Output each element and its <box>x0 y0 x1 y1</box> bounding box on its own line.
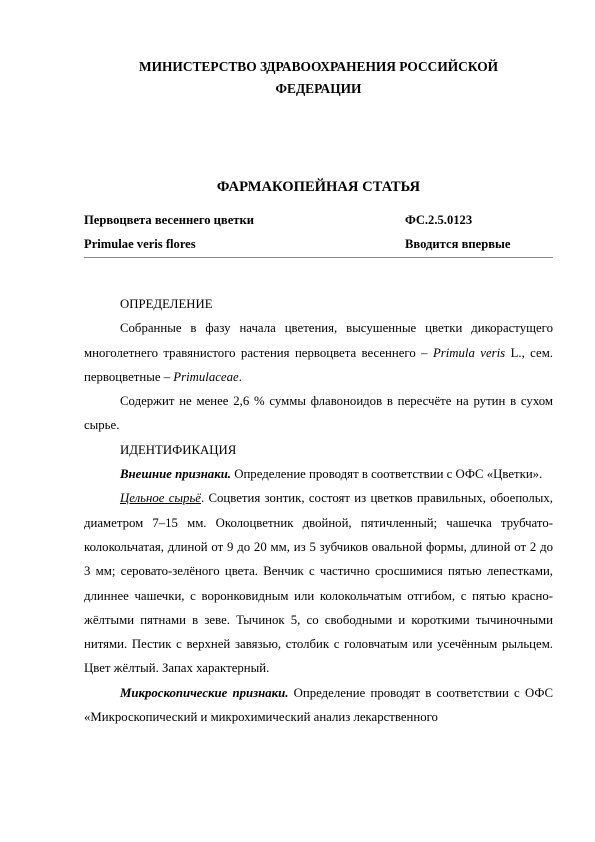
definition-text-c: . <box>238 369 242 384</box>
definition-heading: ОПРЕДЕЛЕНИЕ <box>120 297 213 311</box>
external-signs-text: Определение проводят в соответствии с ОФС «Цветки». <box>231 467 543 482</box>
monograph-status: Вводится впервые <box>405 237 511 251</box>
microscopic-signs-text: Определение проводят в соответствии с ОФС «Микроскопический и микрохимический анализ лекарственного <box>84 685 553 725</box>
external-signs-paragraph <box>84 462 553 486</box>
document-title: ФАРМАКОПЕЙНАЯ СТАТЬЯ <box>216 179 421 195</box>
monograph-name-ru: Первоцвета весеннего цветки <box>84 213 255 227</box>
whole-raw-material-label: Цельное сырьё <box>120 491 201 506</box>
microscopic-signs-paragraph <box>84 681 553 730</box>
ministry-line-1: МИНИСТЕРСТВО ЗДРАВООХРАНЕНИЯ РОССИЙСКОЙ <box>138 59 499 74</box>
ministry-line-2: ФЕДЕРАЦИИ <box>275 81 362 96</box>
species-name: Primula veris <box>432 345 506 360</box>
whole-raw-material-text: . Соцветия зонтик, состоят из цветков правильных, обоеполых, диаметром 7–15 мм. Околоцветник двойной, пятичленный; чашечка трубчато-колокольчатая, длиной от 9 до 20 мм, из 5 зубчиков овальной формы, длиной от 2 до 3 мм; серовато-зелёного цвета. Венчик с частично сросшимися пятью лепестками, длиннее чашечки, с воронковидным или колокольчатым отгибом, с пятью красно-жёлтыми пятнами в зеве. Тычинок 5, со свободными и короткими тычиночными нитями. Пестик с верхней завязью, столбик с головчатым или усечённым рыльцем. Цвет жёлтый. Запах характерный. <box>84 491 553 676</box>
monograph-name-latin: Primulae veris flores <box>84 237 196 251</box>
family-name: Primulaceae <box>173 369 239 384</box>
microscopic-signs-label: Микроскопические признаки. <box>120 685 289 700</box>
definition-paragraph <box>84 316 553 389</box>
header-divider <box>84 257 553 258</box>
definition-text-b: L., сем. первоцветные – <box>84 345 553 384</box>
identification-heading: ИДЕНТИФИКАЦИЯ <box>120 442 237 457</box>
document-body <box>84 292 553 729</box>
monograph-code: ФС.2.5.0123 <box>405 213 473 227</box>
flavonoid-content-paragraph: Содержит не менее 2,6 % суммы флавоноидов в пересчёте на рутин в сухом сырье. <box>84 394 553 433</box>
definition-text-a: Собранные в фазу начала цветения, высушенные цветки дикорастущего многолетнего травянистого растения первоцвета весеннего – <box>84 321 553 360</box>
external-signs-label: Внешние признаки. <box>120 467 232 482</box>
ministry-heading <box>84 56 553 100</box>
whole-raw-material-paragraph <box>84 486 553 680</box>
